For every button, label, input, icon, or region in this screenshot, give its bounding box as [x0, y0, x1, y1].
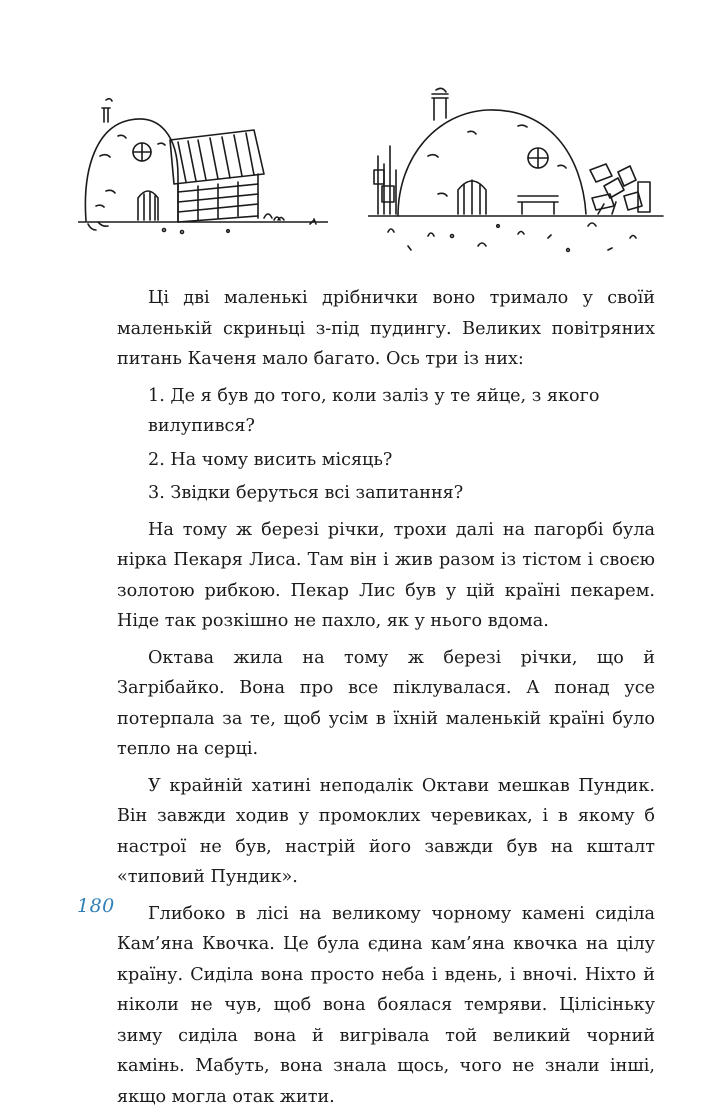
paragraph: У крайній хатині неподалік Октави мешкав Пундик. Він завжди ходив у промоклих черевиках, і в якому б настрої не був, настрій його завжди був на кшталт «типовий Пундик». [117, 771, 655, 893]
illustrations-header [0, 0, 728, 270]
body-text [117, 283, 655, 1112]
paragraph: Ці дві маленькі дрібнички воно тримало у своїй маленькій скриньці з-під пудингу. Великих повітряних питань Каченя мало багато. Ось три із них: [117, 283, 655, 375]
questions-list [117, 381, 655, 509]
burrow-house-with-woodpile-illustration [368, 86, 668, 261]
list-item: 3. Звідки беруться всі запитання? [117, 478, 655, 509]
paragraph: Глибоко в лісі на великому чорному камені сиділа Кам’яна Квочка. Це була єдина кам’яна квочка на цілу країну. Сиділа вона просто неба і вдень, і вночі. Ніхто й ніколи не чув, щоб вона боялася темряви. Цілісіньку зиму сиділа вона й вигрівала той великий чорний камінь. Мабуть, вона знала щось, чого не знали інші, якщо могла отак жити. [117, 899, 655, 1112]
list-item: 2. На чому висить місяць? [117, 445, 655, 476]
paragraph: Октава жила на тому ж березі річки, що й Загрібайко. Вона про все піклувалася. А понад усе потерпала за те, щоб усім в їхній маленькій країні було тепло на серці. [117, 643, 655, 765]
paragraph: На тому ж березі річки, трохи далі на пагорбі була нірка Пекаря Лиса. Там він і жив разом із тістом і своєю золотою рибкою. Пекар Лис був у цій країні пекарем. Ніде так розкішно не пахло, як у нього вдома. [117, 515, 655, 637]
list-item: 1. Де я був до того, коли заліз у те яйце, з якого вилупився? [117, 381, 655, 442]
page-number: 180 [77, 895, 115, 917]
burrow-house-with-shed-illustration [78, 96, 328, 236]
